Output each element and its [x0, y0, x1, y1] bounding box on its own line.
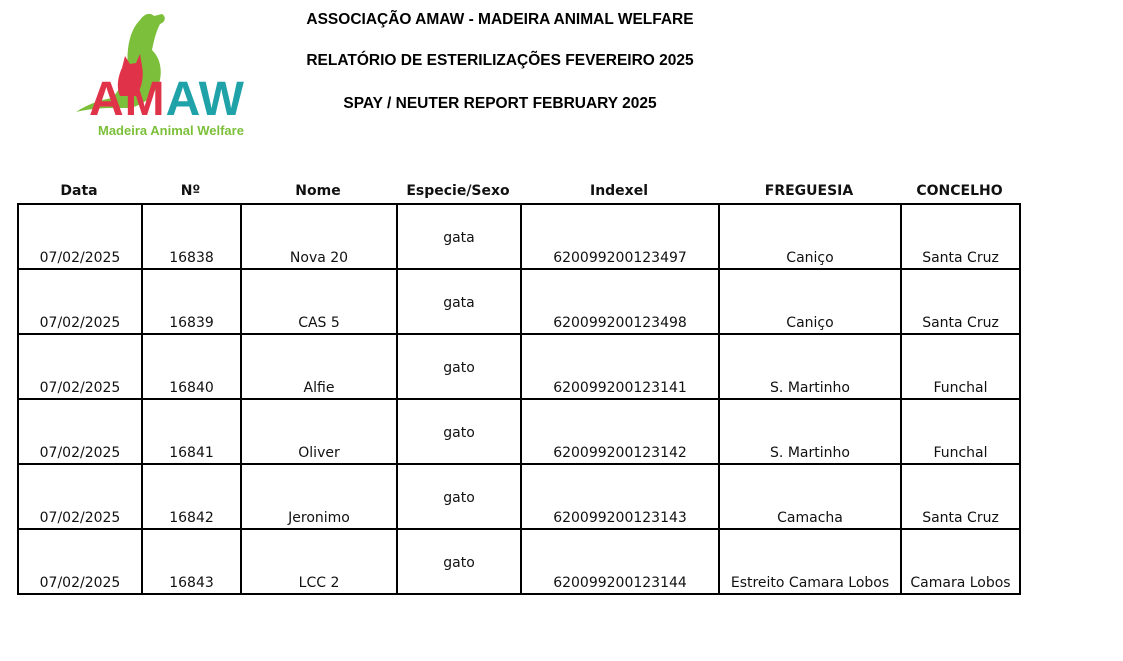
cell-freguesia-value: S. Martinho — [770, 380, 850, 396]
table-cell-freguesia — [719, 464, 901, 529]
table-cell-concelho — [901, 399, 1020, 464]
column-header-data: Data — [60, 183, 98, 199]
sterilization-table — [17, 203, 1021, 595]
cell-freguesia-value: Camacha — [777, 510, 843, 526]
cell-indexel-value: 620099200123498 — [553, 315, 687, 331]
logo-subtitle: Madeira Animal Welfare — [98, 123, 244, 138]
cell-especie-value: gato — [443, 490, 475, 506]
table-cell-numero — [142, 334, 241, 399]
cell-data-value: 07/02/2025 — [39, 575, 121, 591]
cell-especie-value: gata — [443, 295, 475, 311]
table-cell-freguesia — [719, 204, 901, 269]
cell-concelho-value: Funchal — [933, 445, 988, 461]
table-cell-indexel — [521, 464, 719, 529]
table-cell-indexel — [521, 399, 719, 464]
cell-concelho-value: Camara Lobos — [910, 575, 1011, 591]
table-cell-indexel — [521, 529, 719, 594]
cell-concelho-value: Funchal — [933, 380, 988, 396]
cell-especie-value: gato — [443, 425, 475, 441]
logo-letter-a: A — [89, 73, 125, 126]
logo-letter-w: W — [198, 73, 245, 126]
cell-indexel-value: 620099200123143 — [553, 510, 687, 526]
cell-nome-value: Jeronimo — [288, 510, 350, 526]
table-row — [18, 269, 1020, 334]
cell-freguesia-value: S. Martinho — [770, 445, 850, 461]
column-header-concelho: CONCELHO — [916, 183, 1003, 199]
table-cell-freguesia — [719, 334, 901, 399]
cell-data-value: 07/02/2025 — [39, 445, 121, 461]
table-row — [18, 464, 1020, 529]
table-row — [18, 399, 1020, 464]
logo-letter-m: M — [124, 73, 166, 126]
column-header-freguesia: FREGUESIA — [764, 183, 854, 199]
cell-nome-value: Oliver — [298, 445, 340, 461]
cell-numero-value: 16842 — [169, 510, 214, 526]
column-header-indexel: Indexel — [589, 183, 649, 199]
table-cell-nome — [241, 529, 397, 594]
cell-freguesia-value: Estreito Camara Lobos — [730, 575, 890, 591]
cell-especie-value: gato — [443, 360, 475, 376]
table-cell-nome — [241, 269, 397, 334]
table-cell-nome — [241, 399, 397, 464]
cell-especie-value: gata — [443, 230, 475, 246]
cell-numero-value: 16843 — [169, 575, 214, 591]
cell-indexel-value: 620099200123144 — [553, 575, 687, 591]
table-cell-data — [18, 529, 142, 594]
cell-numero-value: 16838 — [169, 250, 214, 266]
table-cell-freguesia — [719, 529, 901, 594]
cell-numero-value: 16840 — [169, 380, 214, 396]
table-cell-nome — [241, 464, 397, 529]
table-cell-indexel — [521, 334, 719, 399]
table-cell-concelho — [901, 204, 1020, 269]
column-header-nome: Nome — [295, 183, 341, 199]
table-cell-data — [18, 204, 142, 269]
table-row — [18, 204, 1020, 269]
report-title-en: SPAY / NEUTER REPORT FEBRUARY 2025 — [343, 95, 657, 112]
table-cell-concelho — [901, 529, 1020, 594]
table-cell-concelho — [901, 464, 1020, 529]
table-cell-numero — [142, 464, 241, 529]
table-cell-data — [18, 464, 142, 529]
table-cell-especie — [397, 399, 521, 464]
cell-nome-value: LCC 2 — [298, 575, 340, 591]
cell-numero-value: 16839 — [169, 315, 214, 331]
cell-indexel-value: 620099200123142 — [553, 445, 687, 461]
table-cell-especie — [397, 529, 521, 594]
cell-data-value: 07/02/2025 — [39, 315, 121, 331]
table-cell-numero — [142, 529, 241, 594]
table-cell-especie — [397, 269, 521, 334]
table-cell-especie — [397, 334, 521, 399]
table-cell-numero — [142, 399, 241, 464]
cell-data-value: 07/02/2025 — [39, 380, 121, 396]
table-cell-numero — [142, 269, 241, 334]
column-header-numero: Nº — [180, 183, 201, 199]
cell-especie-value: gato — [443, 555, 475, 571]
cell-freguesia-value: Caniço — [786, 250, 834, 266]
cell-concelho-value: Santa Cruz — [922, 510, 999, 526]
cell-numero-value: 16841 — [169, 445, 214, 461]
table-cell-freguesia — [719, 269, 901, 334]
table-cell-especie — [397, 204, 521, 269]
table-cell-data — [18, 269, 142, 334]
cell-nome-value: Nova 20 — [289, 250, 349, 266]
cell-indexel-value: 620099200123497 — [553, 250, 687, 266]
table-cell-data — [18, 399, 142, 464]
cell-freguesia-value: Caniço — [786, 315, 834, 331]
cell-concelho-value: Santa Cruz — [922, 315, 999, 331]
table-cell-nome — [241, 204, 397, 269]
column-header-especie: Especie/Sexo — [406, 183, 510, 199]
table-cell-indexel — [521, 269, 719, 334]
cell-nome-value: CAS 5 — [298, 315, 340, 331]
table-cell-nome — [241, 334, 397, 399]
table-cell-data — [18, 334, 142, 399]
cell-nome-value: Alfie — [303, 380, 335, 396]
report-title-pt: RELATÓRIO DE ESTERILIZAÇÕES FEVEREIRO 2025 — [306, 52, 694, 69]
organization-title: ASSOCIAÇÃO AMAW - MADEIRA ANIMAL WELFARE — [306, 11, 694, 28]
table-row — [18, 334, 1020, 399]
cell-data-value: 07/02/2025 — [39, 250, 121, 266]
table-cell-especie — [397, 464, 521, 529]
table-cell-freguesia — [719, 399, 901, 464]
logo-letter-a2: A — [165, 73, 199, 126]
cell-data-value: 07/02/2025 — [39, 510, 121, 526]
table-cell-indexel — [521, 204, 719, 269]
cell-indexel-value: 620099200123141 — [553, 380, 687, 396]
table-cell-concelho — [901, 334, 1020, 399]
table-cell-concelho — [901, 269, 1020, 334]
table-cell-numero — [142, 204, 241, 269]
cell-concelho-value: Santa Cruz — [922, 250, 999, 266]
table-row — [18, 529, 1020, 594]
